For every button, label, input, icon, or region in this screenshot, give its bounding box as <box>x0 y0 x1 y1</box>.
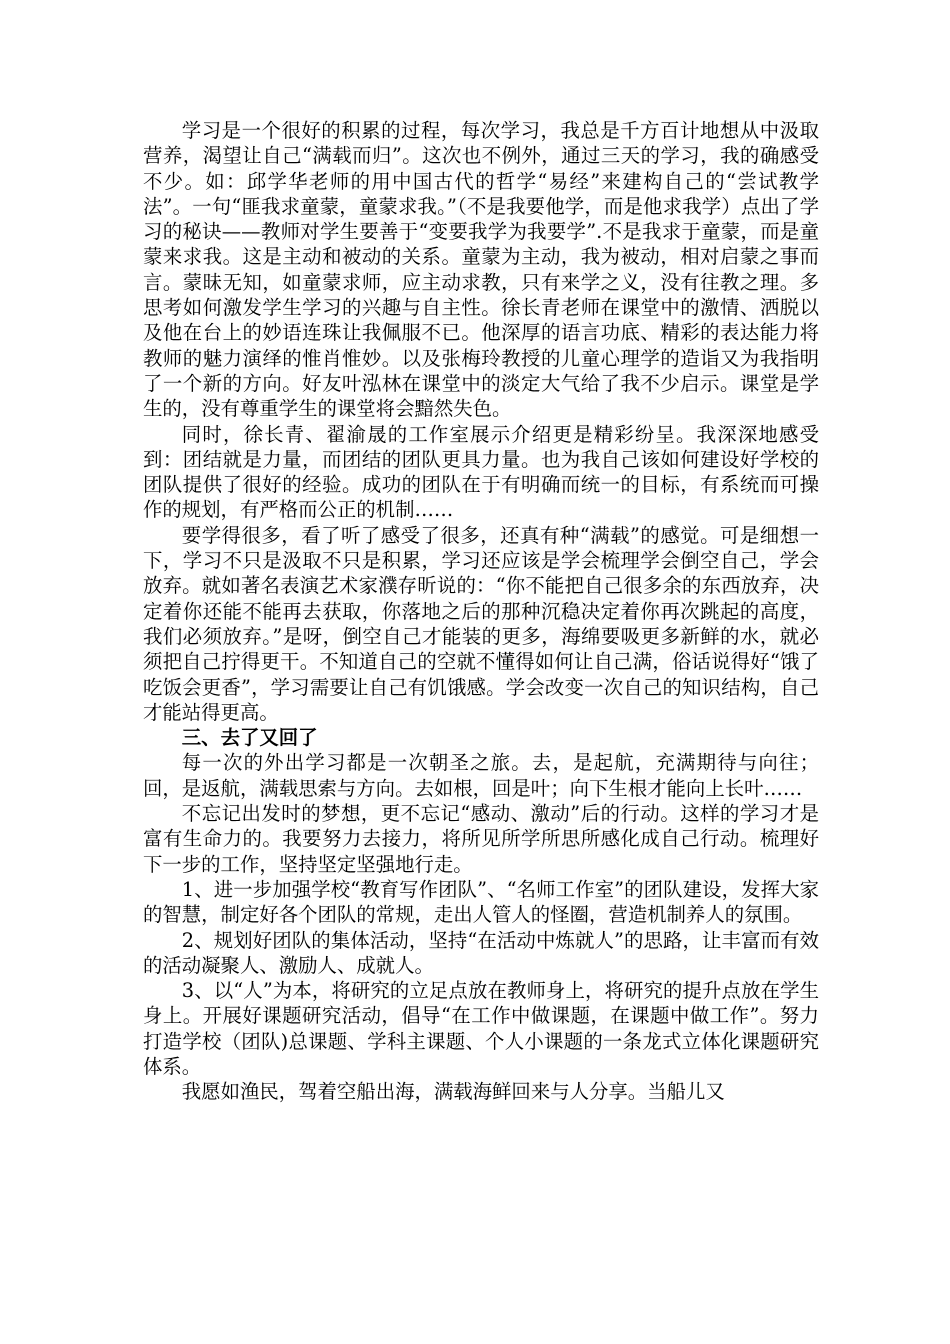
paragraph-journey: 每一次的外出学习都是一次朝圣之旅。去，是起航，充满期待与向往；回，是返航，满载思索与方向。去如根，回是叶；向下生根才能向上长叶…… <box>143 751 819 800</box>
paragraph-learning-reflection: 学习是一个很好的积累的过程，每次学习，我总是千方百计地想从中汲取营养，渴望让自己“满载而归”。这次也不例外，通过三天的学习，我的确感受不少。如：邱学华老师的用中国古代的哲学“易经”来建构自己的“尝试教学法”。一句“匪我求童蒙，童蒙求我。”（不是我要他学，而是他求我学）点出了学习的秘诀——教师对学生要善于“变要我学为我要学”.不是我求于童蒙，而是童蒙来求我。这是主动和被动的关系。童蒙为主动，我为被动，相对启蒙之事而言。蒙昧无知，如童蒙求师，应主动求教，只有来学之义，没有往教之理。多思考如何激发学生学习的兴趣与自主性。徐长青老师在课堂中的激情、洒脱以及他在台上的妙语连珠让我佩服不已。他深厚的语言功底、精彩的表达能力将教师的魅力演绎的惟肖惟妙。以及张梅玲教授的儿童心理学的造诣又为我指明了一个新的方向。好友叶泓林在课堂中的淡定大气给了我不少启示。课堂是学生的，没有尊重学生的课堂将会黯然失色。 <box>143 119 819 421</box>
paragraph-letting-go: 要学得很多，看了听了感受了很多，还真有种“满载”的感觉。可是细想一下，学习不只是汲取不只是积累，学习还应该是学会梳理学会倒空自己，学会放弃。就如著名表演艺术家濮存昕说的：“你不能把自己很多余的东西放弃，决定着你还能不能再去获取，你落地之后的那种沉稳决定着你再次跳起的高度，我们必须放弃。”是呀，倒空自己才能装的更多，海绵要吸更多新鲜的水，就必须把自己拧得更干。不知道自己的空就不懂得如何让自己满，俗话说得好“饿了吃饭会更香”，学习需要让自己有饥饿感。学会改变一次自己的知识结构，自己才能站得更高。 <box>143 523 819 724</box>
paragraph-closing: 我愿如渔民，驾着空船出海，满载海鲜回来与人分享。当船儿又 <box>181 1080 725 1104</box>
document-body <box>143 118 819 1105</box>
plan-item-3: 3、以“人”为本，将研究的立足点放在教师身上，将研究的提升点放在学生身上。开展好课题研究活动，倡导“在工作中做课题，在课题中做工作”。努力打造学校（团队)总课题、学科主课题、个人小课题的一条龙式立体化课题研究体系。 <box>143 979 819 1078</box>
plan-item-1: 1、进一步加强学校“教育写作团队”、“名师工作室”的团队建设，发挥大家的智慧，制定好各个团队的常规，走出人管人的怪圈，营造机制养人的氛围。 <box>143 877 819 927</box>
paragraph-team-building: 同时，徐长青、翟渝晟的工作室展示介绍更是精彩纷呈。我深深地感受到：团结就是力量，而团结的团队更具力量。也为我自己该如何建设好学校的团队提供了很好的经验。成功的团队在于有明确而统一的目标，有系统而可操作的规划，有严格而公正的机制…… <box>143 422 819 522</box>
plan-item-2: 2、规划好团队的集体活动，坚持“在活动中炼就人”的思路，让丰富而有效的活动凝聚人、激励人、成就人。 <box>143 928 819 977</box>
paragraph-action: 不忘记出发时的梦想，更不忘记“感动、激动”后的行动。这样的学习才是富有生命力的。我要努力去接力，将所见所学所思所感化成自己行动。梳理好下一步的工作，坚持坚定坚强地行走。 <box>143 802 819 876</box>
section-heading-3: 三、去了又回了 <box>181 726 318 750</box>
